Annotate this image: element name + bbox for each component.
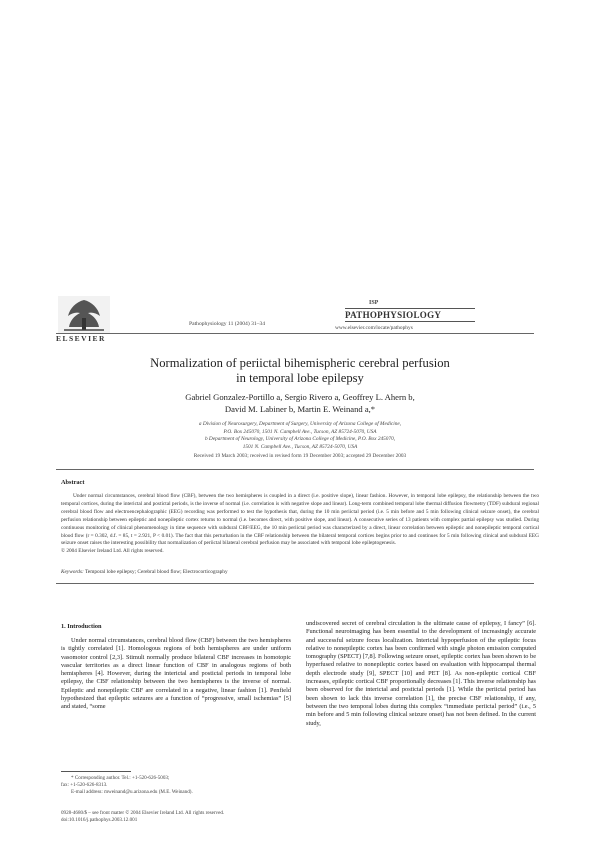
footnote-rule (61, 771, 131, 772)
author-list (60, 391, 540, 415)
header-rule (56, 333, 534, 334)
abstract-body (61, 493, 539, 556)
abstract-paragraph: Under normal circumstances, cerebral blood flow (CBF), between the two hemispheres is coupled in a direct (i.e. positive slope), linear fashion. However, in temporal lobe epilepsy, the relationship between the two temporal cortices, during the interictal and postictal periods, is the inverse of normal (i.e. correlation is with negative slope and linear). Long-term combined temporal lobe thermal diffusion flowmetry (TDF) subdural regional cerebral blood flow and electroencephalographic (EEG) recording was performed to test the hypothesis that, during the 10 min periictal period (i.e. 5 min before and 5 min following clinical seizure onset), the cerebral perfusion relationship between epileptic and nonepileptic cortex returns to normal (i.e. becomes direct, with positive slope, and linear). A consecutive series of 13 patients with complex partial epilepsy was studied. During continuous monitoring of clinical phenomenology in time sequence with subdural CBF/EEG, the 10 min periictal period was characterized by a direct, linear correlation between epileptic and nonepileptic temporal cortical blood flow (r = 0.302, d.f. = 85, t = 2.921, P < 0.01). The fact that this perturbation in the CBF relationship between the bilateral temporal cortices begins prior to and continues for 5 min following clinical and subdural EEG seizure onset raises the interesting possibility that normalization of periictal bilateral cerebral perfusion may be associated with temporal lobe epileptogenesis. (61, 493, 539, 547)
footnote-email[interactable]: E-mail address: mweinand@u.arizona.edu (M.E. Weinand). (71, 788, 193, 795)
authors-line-1: Gabriel Gonzalez-Portillo a, Sergio Rivero a, Geoffrey L. Ahern b, (185, 392, 415, 402)
intro-paragraph-right: undiscovered secret of cerebral circulation is the ultimate cause of epilepsy, I fancy” [6]. Functional neuroimaging has been essential to the development of increasingly accurate and successful seizure focus localization. Interictal hypoperfusion of the epileptic focus relative to nonepileptic cortex has been confirmed with single photon emission computed tomography (SPECT) [7,8]. Following seizure onset, epileptic cortex has been shown to be hyperfused relative to nonepileptic cortex based on evaluation with hippocampal thermal depth electrode study [9], SPECT [10] and PET [8]. As non-epileptic cortical CBF increases, epileptic cortical CBF proportionally decreases [1]. This inverse relationship has been observed for the interictal and postictal periods [1]. While the periictal period has been shown to lack this inverse correlation [1], the precise CBF relationship, if any, between the two temporal lobes during this complex “immediate periictal period” (i.e., 5 min before and 5 min following clinical seizure onset) has not been defined. In the current study, (306, 620, 536, 727)
title-line-2: in temporal lobe epilepsy (236, 371, 364, 385)
journal-top-label: ISP (369, 300, 379, 306)
affiliation-b-line-1: b Department of Neurology, University of Arizona College of Medicine, P.O. Box 245070, (204, 436, 396, 442)
left-column (61, 637, 291, 712)
affiliation-a-line-1: a Division of Neurosurgery, Department of Surgery, University of Arizona College of Medicine, (198, 421, 402, 427)
affiliation-a-line-2: P.O. Box 245070, 1501 N. Campbell Ave., Tucson, AZ 85724-5070, USA (223, 428, 377, 435)
abstract-heading: Abstract (61, 479, 85, 486)
doi-line[interactable]: doi:10.1016/j.pathophys.2003.12.001 (61, 816, 138, 823)
keywords-label: Keywords: (61, 569, 84, 575)
issn-line: 0928-4680/$ – see front matter © 2004 Elsevier Ireland Ltd. All rights reserved. (61, 810, 225, 816)
abstract-copyright: © 2004 Elsevier Ireland Ltd. All rights reserved. (61, 548, 164, 555)
footnote-corresponding: * Corresponding author. Tel.: +1-520-626-5003; (71, 775, 170, 781)
journal-url[interactable]: www.elsevier.com/locate/pathophys (335, 325, 413, 331)
footnote-fax: fax: +1-520-626-8313. (61, 781, 108, 788)
section-heading-introduction: 1. Introduction (61, 623, 102, 630)
keywords (61, 569, 228, 575)
journal-logo (345, 300, 475, 322)
authors-line-2: David M. Labiner b, Martin E. Weinand a,* (224, 404, 376, 414)
affiliation-b-line-2: 1501 N. Campbell Ave., Tucson, AZ 85724-5070, USA (242, 443, 358, 450)
received-dates: Received 19 March 2003; received in revised form 19 December 2003; accepted 29 December 2003 (193, 453, 407, 459)
title-line-1: Normalization of periictal bihemispheric cerebral perfusion (150, 356, 450, 370)
affiliations (60, 421, 540, 451)
elsevier-tree-logo (58, 296, 110, 334)
article-title (60, 356, 540, 386)
journal-title: PATHOPHYSIOLOGY (345, 308, 475, 322)
abstract-bottom-rule (56, 583, 534, 584)
publication-info (61, 810, 224, 824)
keywords-list: Temporal lobe epilepsy; Cerebral blood flow; Electrocorticography (85, 569, 228, 575)
right-column (306, 620, 536, 728)
footnote (61, 775, 291, 795)
publisher-name: ELSEVIER (56, 334, 106, 343)
abstract-top-rule (56, 469, 534, 470)
intro-paragraph-left: Under normal circumstances, cerebral blood flow (CBF) between the two hemispheres is tightly correlated [1]. Homologous regions of both hemispheres are under uniform vasomotor control [2,3]. Stimuli normally produce bilateral CBF increases in homotopic vascular territories as a direct linear function of CBF in analogous regions of both hemispheres [4]. However, during the interictal and postictal periods in temporal lobe epilepsy, the CBF relationship between the two hemispheres is the inverse of normal. Epileptic and nonepileptic CBF are correlated in a negative, linear fashion [1]. Penfield hypothesized that epileptic seizures are a function of “progressive, small ischemias” [5] and stated, “some (61, 637, 291, 711)
journal-citation: Pathophysiology 11 (2004) 31–34 (189, 321, 266, 327)
